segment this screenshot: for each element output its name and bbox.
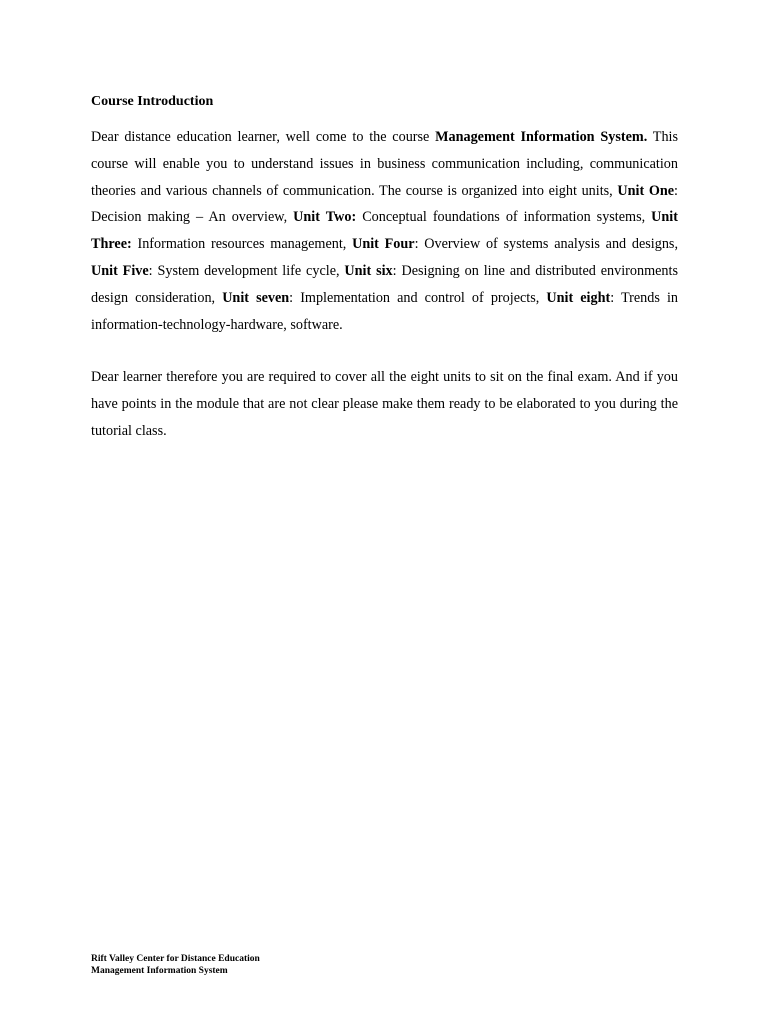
unit-label-one: Unit One <box>617 182 675 199</box>
unit-label-seven: Unit seven <box>222 289 290 306</box>
intro-text: This course will enable you to understand issues in business communication including, communication theories and various channels of communication. The course is organized into eight units, <box>91 129 678 199</box>
intro-text: Dear distance education learner, well come to the course <box>91 129 436 145</box>
footer-course: Management Information System <box>91 965 228 976</box>
unit-text-one: : Decision making – An overview, <box>91 182 678 226</box>
unit-label-three: Unit Three: <box>91 209 678 253</box>
page-footer <box>91 954 260 977</box>
unit-label-eight: Unit eight <box>546 289 611 306</box>
unit-label-four: Unit Four <box>352 236 415 253</box>
unit-text-six: : Designing on line and distributed environments design consideration, <box>91 262 678 306</box>
unit-text-two: Conceptual foundations of information systems, <box>356 209 652 226</box>
unit-label-two: Unit Two: <box>293 209 357 226</box>
unit-text-three: Information resources management, <box>131 236 353 253</box>
unit-text-five: : System development life cycle, <box>148 262 345 279</box>
unit-label-five: Unit Five <box>91 262 149 279</box>
unit-text-seven: : Implementation and control of projects, <box>289 289 547 306</box>
intro-paragraph <box>91 124 678 338</box>
closing-paragraph: Dear learner therefore you are required to cover all the eight units to sit on the final exam. And if you have points in the module that are not clear please make them ready to be elaborated to you during the tutorial class. <box>91 369 678 439</box>
page-title: Course Introduction <box>91 94 214 109</box>
course-name: Management Information System. <box>435 129 648 145</box>
unit-text-four: : Overview of systems analysis and designs, <box>414 236 678 253</box>
unit-label-six: Unit six <box>344 262 393 279</box>
footer-institution: Rift Valley Center for Distance Education <box>91 954 260 964</box>
unit-text-eight: : Trends in information-technology-hardware, software. <box>91 289 678 333</box>
